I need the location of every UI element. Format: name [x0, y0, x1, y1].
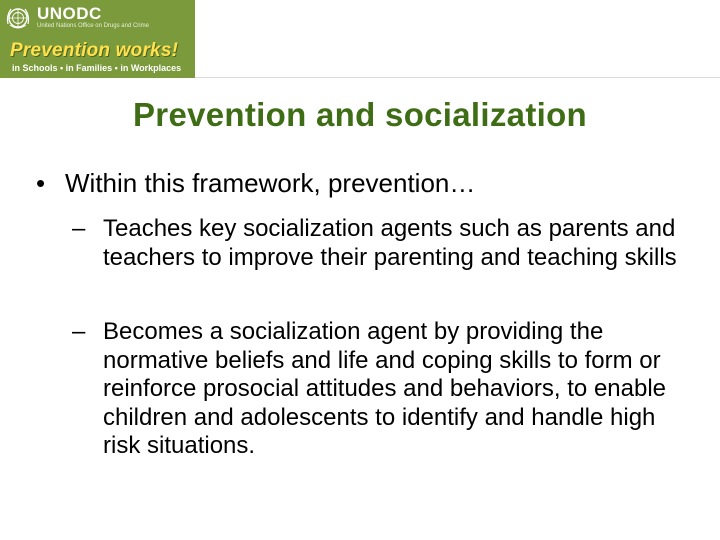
org-subtitle: United Nations Office on Drugs and Crime — [37, 23, 149, 29]
sub-bullet-text: Teaches key socialization agents such as parents and teachers to improve their parenting and teaching skills — [103, 215, 677, 271]
sub-bullet-text: Becomes a socialization agent by providing the normative beliefs and life and coping skills to form or reinforce prosocial attitudes and behaviors, to enable children and adolescents to identify and handle high risk situations. — [103, 318, 667, 459]
header-divider — [195, 77, 720, 78]
page-title: Prevention and socialization — [133, 96, 587, 133]
unodc-logo-banner — [0, 0, 195, 78]
un-emblem-icon — [4, 4, 32, 32]
sub-bullet-marker: – — [72, 318, 86, 345]
sub-bullet-marker: – — [72, 215, 86, 242]
campaign-title: Prevention works! — [10, 40, 179, 61]
bullet-marker: • — [36, 168, 46, 198]
sub-bullet — [72, 318, 692, 461]
slide-header — [0, 0, 720, 80]
campaign-subtitle: in Schools • in Families • in Workplaces — [12, 63, 182, 73]
sub-bullet — [72, 215, 692, 272]
unodc-logo — [4, 3, 194, 33]
main-bullet-text: Within this framework, prevention… — [65, 168, 476, 198]
org-name: UNODC — [37, 4, 102, 23]
